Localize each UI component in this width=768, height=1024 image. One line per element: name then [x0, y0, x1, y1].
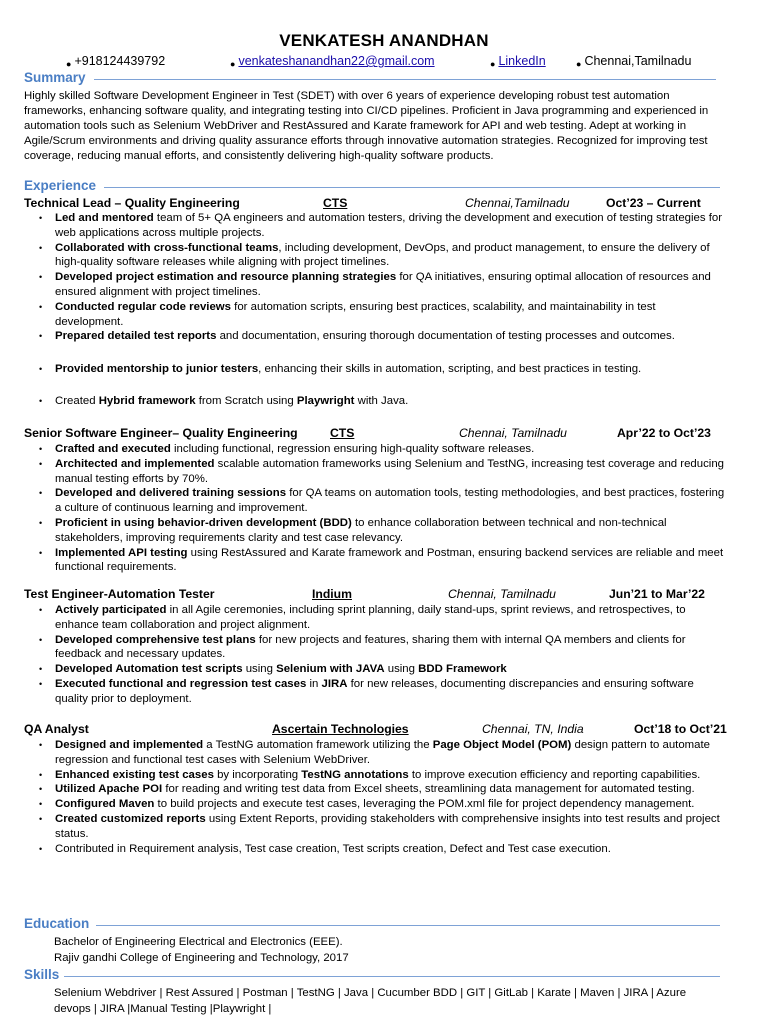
job-title: Technical Lead – Quality Engineering: [24, 196, 240, 210]
job-header: [24, 196, 744, 212]
list-item: • Executed functional and regression test cases in JIRA for new releases, documenting discrepancies and ensuring software quality prior to deployment.: [55, 677, 725, 707]
list-item: • Contributed in Requirement analysis, Test case creation, Test scripts creation, Defect and Test case execution.: [55, 842, 725, 857]
email-link[interactable]: venkateshanandhan22@gmail.com: [238, 54, 435, 68]
job-dates: Oct’23 – Current: [606, 196, 701, 210]
list-item: • Created customized reports using Extent Reports, providing stakeholders with comprehensive insights into test results and project status.: [55, 812, 725, 842]
job-header: [24, 722, 744, 738]
job-title: QA Analyst: [24, 722, 89, 736]
skills-text: Selenium Webdriver | Rest Assured | Postman | TestNG | Java | Cucumber BDD | GIT | GitLab | Karate | Maven | JIRA | Azure devops | JIRA |Manual Testing |Playwright |: [54, 987, 687, 1015]
education-degree: Bachelor of Engineering Electrical and Electronics (EEE).: [54, 936, 343, 948]
job-bullet-list: [30, 394, 725, 409]
location-text: Chennai,Tamilnadu: [584, 54, 692, 68]
list-item: • Prepared detailed test reports and documentation, ensuring thorough documentation of testing processes and outcomes.: [55, 329, 725, 344]
list-item: • Utilized Apache POI for reading and writing test data from Excel sheets, streamlining data management for automated testing.: [55, 782, 725, 797]
list-item: • Developed project estimation and resource planning strategies for QA initiatives, ensuring optimal allocation of resources and ensured alignment with project timelines.: [55, 270, 725, 300]
candidate-name: VENKATESH ANANDHAN: [279, 31, 489, 50]
list-item: • Led and mentored team of 5+ QA engineers and automation testers, driving the development and execution of testing strategies for web applications across multiple projects.: [55, 211, 725, 241]
list-item: • Provided mentorship to junior testers, enhancing their skills in automation, scripting, and best practices in testing.: [55, 362, 725, 377]
job-location: Chennai, TN, India: [482, 722, 584, 736]
bullet-icon: ●: [66, 59, 72, 69]
list-item: • Architected and implemented scalable automation frameworks using Selenium and TestNG, increasing test coverage and reducing manual testing efforts by 70%.: [55, 457, 725, 487]
list-item: • Implemented API testing using RestAssured and Karate framework and Postman, ensuring backend services are reliable and meet functional requirements.: [55, 546, 725, 576]
job-bullet-list: [30, 211, 725, 344]
bullet-icon: ●: [576, 59, 582, 69]
job-bullet-list: [30, 603, 725, 707]
job-company: Ascertain Technologies: [272, 722, 409, 736]
job-title: Senior Software Engineer– Quality Engineering: [24, 426, 298, 440]
list-item: • Configured Maven to build projects and execute test cases, leveraging the POM.xml file for project dependency management.: [55, 797, 725, 812]
bullet-icon: ●: [230, 59, 236, 69]
job-header: [24, 587, 744, 603]
list-item: • Developed comprehensive test plans for new projects and features, sharing them with internal QA members and clients for feedback and necessary updates.: [55, 633, 725, 663]
job-company: CTS: [330, 426, 355, 440]
location-contact: [576, 54, 691, 68]
list-item: • Created Hybrid framework from Scratch using Playwright with Java.: [55, 394, 725, 409]
job-location: Chennai, Tamilnadu: [448, 587, 556, 601]
email-contact: [230, 54, 435, 68]
job-header: [24, 426, 744, 442]
section-divider: [104, 187, 720, 188]
list-item: • Designed and implemented a TestNG automation framework utilizing the Page Object Model (POM) design pattern to automate regression and functional test cases with Selenium WebDriver.: [55, 738, 725, 768]
job-company: CTS: [323, 196, 348, 210]
section-divider: [94, 79, 716, 80]
job-dates: Jun’21 to Mar’22: [609, 587, 705, 601]
summary-text: Highly skilled Software Development Engineer in Test (SDET) with over 6 years of experience developing robust test automation frameworks, enhancing software quality, and integrating testing into CI/CD pipelines. Proficient in Java programming and experienced in automation tools such as Selenium WebDriver and RestAssured and Karate framework for API and web testing. Adept at working in Agile/Scrum environments and driving quality assurance efforts through innovative automation strategies. Recognized for improving test coverage, reducing manual efforts, and consistently delivering high-quality software products.: [24, 90, 709, 162]
job-bullet-list: [30, 362, 725, 377]
education-college: Rajiv gandhi College of Engineering and Technology, 2017: [54, 952, 349, 964]
list-item: • Conducted regular code reviews for automation scripts, ensuring best practices, scalability, and maintainability in test development.: [55, 300, 725, 330]
summary-heading: Summary: [24, 70, 86, 85]
job-dates: Oct’18 to Oct’21: [634, 722, 727, 736]
job-dates: Apr’22 to Oct’23: [617, 426, 711, 440]
list-item: • Collaborated with cross-functional teams, including development, DevOps, and product management, to ensure the delivery of high-quality software releases while aligning with project timelines.: [55, 241, 725, 271]
job-bullet-list: [30, 442, 725, 575]
job-location: Chennai,Tamilnadu: [465, 196, 570, 210]
job-location: Chennai, Tamilnadu: [459, 426, 567, 440]
list-item: • Crafted and executed including functional, regression ensuring high-quality software releases.: [55, 442, 725, 457]
list-item: • Enhanced existing test cases by incorporating TestNG annotations to improve execution efficiency and reporting capabilities.: [55, 768, 725, 783]
linkedin-link[interactable]: LinkedIn: [498, 54, 546, 68]
skills-heading: Skills: [24, 967, 60, 982]
list-item: • Proficient in using behavior-driven development (BDD) to enhance collaboration between technical and non-technical stakeholders, improving requirements clarity and test case relevancy.: [55, 516, 725, 546]
section-divider: [64, 976, 720, 977]
job-title: Test Engineer-Automation Tester: [24, 587, 215, 601]
education-heading: Education: [24, 916, 90, 931]
experience-heading: Experience: [24, 178, 97, 193]
list-item: • Developed Automation test scripts using Selenium with JAVA using BDD Framework: [55, 662, 725, 677]
phone-contact: [66, 54, 165, 68]
section-divider: [96, 925, 720, 926]
list-item: • Developed and delivered training sessions for QA teams on automation tools, testing methodologies, and best practices, fostering a culture of continuous learning and improvement.: [55, 486, 725, 516]
job-company: Indium: [312, 587, 352, 601]
phone-number: +918124439792: [74, 54, 166, 68]
linkedin-contact: [490, 54, 546, 68]
bullet-icon: ●: [490, 59, 496, 69]
list-item: • Actively participated in all Agile ceremonies, including sprint planning, daily stand-ups, sprint reviews, and retrospectives, to enhance team collaboration and project alignment.: [55, 603, 725, 633]
job-bullet-list: [30, 738, 725, 856]
